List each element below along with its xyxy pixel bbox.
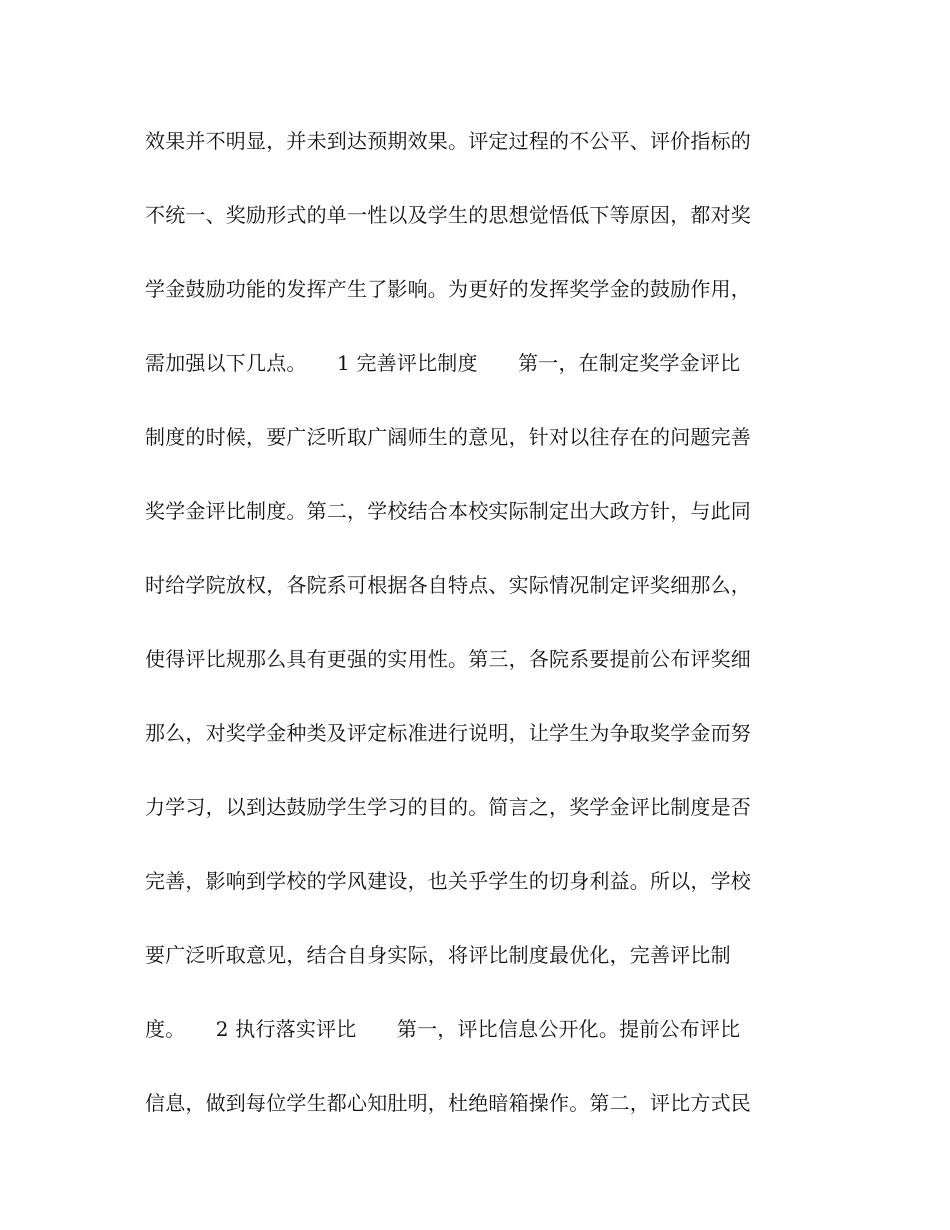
text-line: 信息，做到每位学生都心知肚明，杜绝暗箱操作。第二，评比方式民 xyxy=(145,1091,751,1115)
text-line: 需加强以下几点。 1 完善评比制度 第一，在制定奖学金评比 xyxy=(145,351,741,375)
text-line: 制度的时候，要广泛听取广阔师生的意见，针对以往存在的问题完善 xyxy=(145,425,751,449)
text-line: 度。 2 执行落实评比 第一，评比信息公开化。提前公布评比 xyxy=(145,1017,741,1041)
text-line: 那么，对奖学金种类及评定标准进行说明，让学生为争取奖学金而努 xyxy=(145,721,751,745)
text-line: 要广泛听取意见，结合自身实际，将评比制度最优化，完善评比制 xyxy=(145,943,731,967)
text-line: 使得评比规那么具有更强的实用性。第三，各院系要提前公布评奖细 xyxy=(145,647,751,671)
text-line: 效果并不明显，并未到达预期效果。评定过程的不公平、评价指标的 xyxy=(145,129,751,153)
text-line: 力学习，以到达鼓励学生学习的目的。简言之，奖学金评比制度是否 xyxy=(145,795,751,819)
text-line: 学金鼓励功能的发挥产生了影响。为更好的发挥奖学金的鼓励作用， xyxy=(145,277,751,301)
text-line: 时给学院放权，各院系可根据各自特点、实际情况制定评奖细那么， xyxy=(145,573,751,597)
text-line: 奖学金评比制度。第二，学校结合本校实际制定出大政方针，与此同 xyxy=(145,499,751,523)
text-line: 不统一、奖励形式的单一性以及学生的思想觉悟低下等原因，都对奖 xyxy=(145,203,751,227)
text-line: 完善，影响到学校的学风建设，也关乎学生的切身利益。所以，学校 xyxy=(145,869,751,893)
